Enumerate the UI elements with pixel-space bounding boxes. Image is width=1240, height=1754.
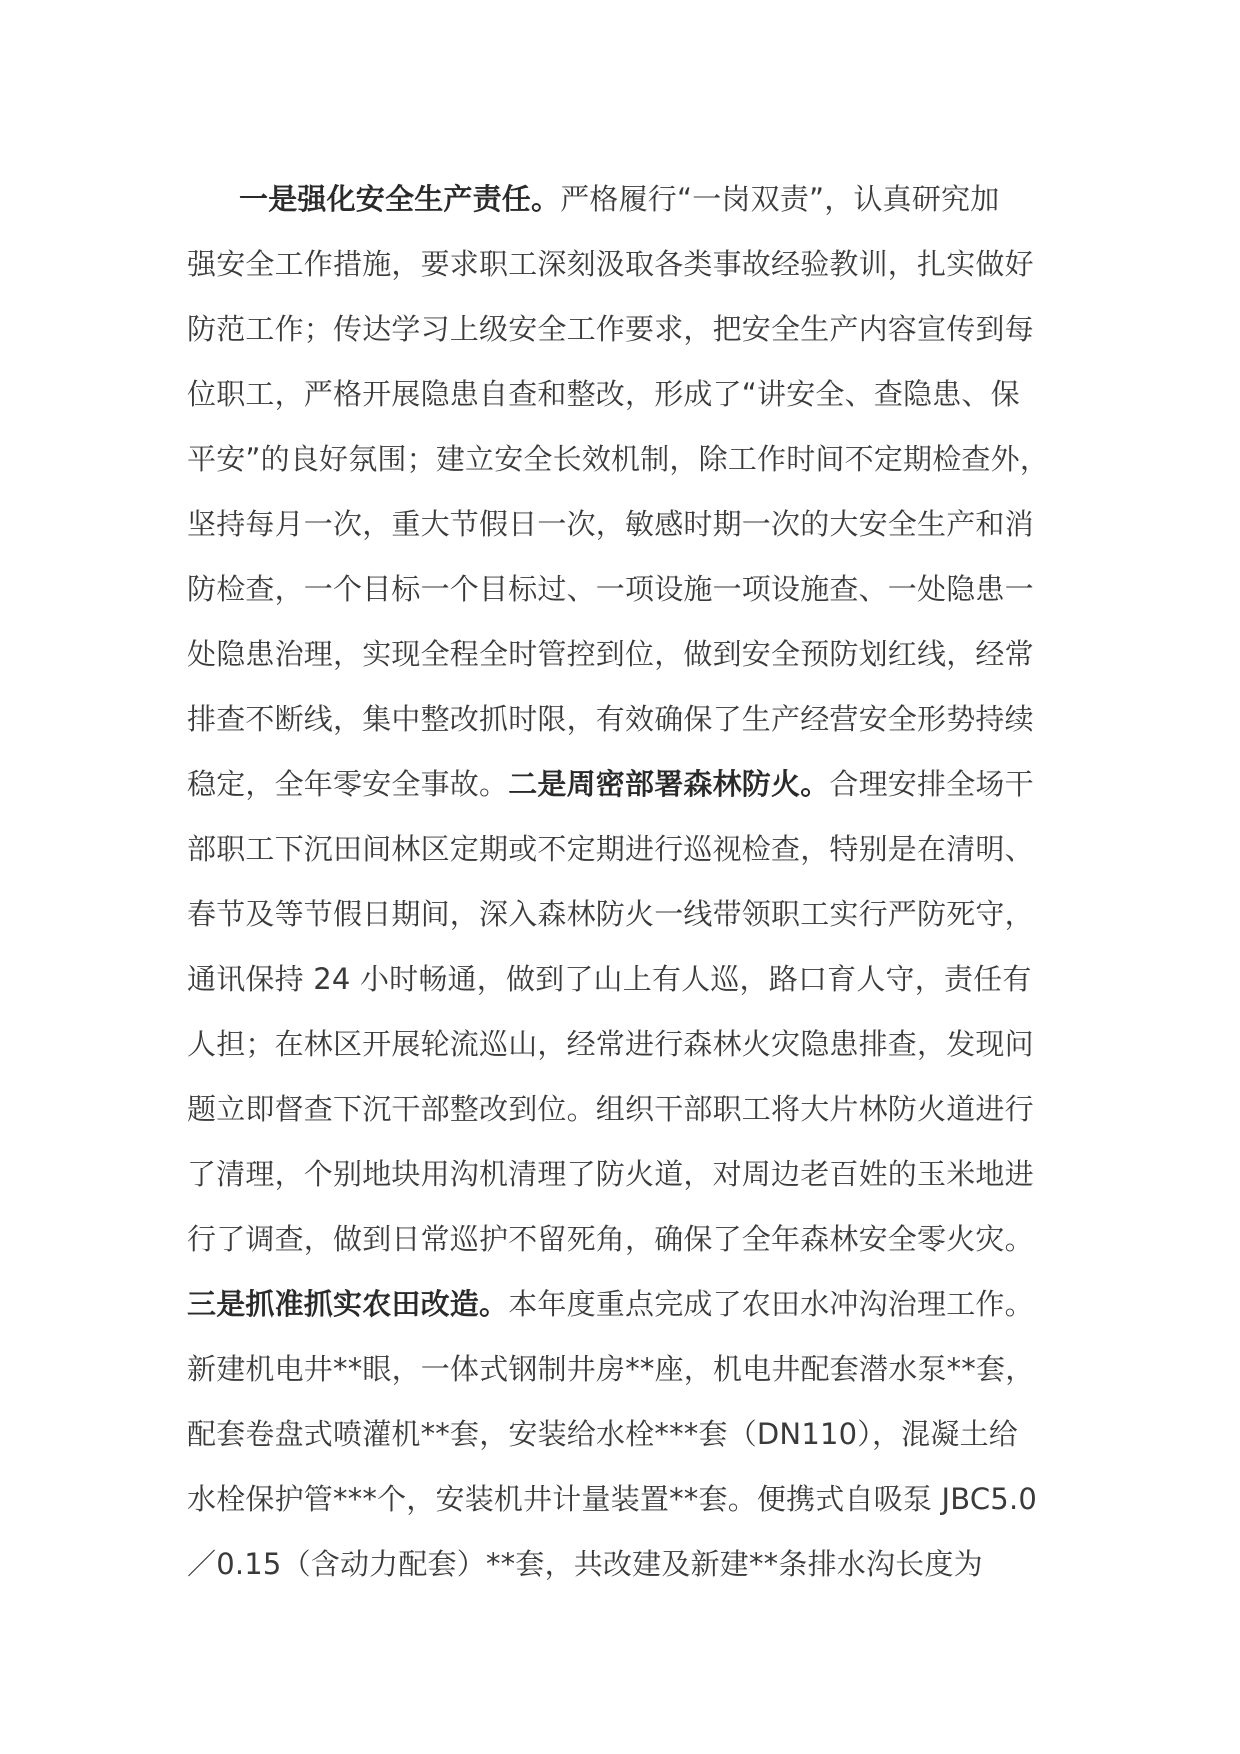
line-text: ／0.15（含动力配套）**套，共改建及新建**条排水沟长度为 [187, 1547, 983, 1581]
line-text: 处隐患治理，实现全程全时管控到位，做到安全预防划红线，经常 [187, 637, 1034, 671]
paragraph-line [187, 882, 1087, 947]
paragraph-line [187, 622, 1087, 687]
line-text: 排查不断线，集中整改抓时限，有效确保了生产经营安全形势持续 [187, 702, 1034, 736]
paragraph-line [187, 1142, 1087, 1207]
paragraph-line [187, 1272, 1087, 1337]
section-heading-farmland: 三是抓准抓实农田改造。 [187, 1287, 509, 1321]
line-text: 本年度重点完成了农田水冲沟治理工作。 [508, 1287, 1034, 1321]
line-text: 严格履行“一岗双责”，认真研究加 [560, 182, 1000, 216]
line-text: 题立即督查下沉干部整改到位。组织干部职工将大片林防火道进行 [187, 1092, 1034, 1126]
paragraph-line [187, 492, 1087, 557]
paragraph-line [187, 752, 1087, 817]
line-text: 平安”的良好氛围；建立安全长效机制，除工作时间不定期检查外， [187, 442, 1050, 476]
paragraph-line [187, 1012, 1087, 1077]
line-text: 水栓保护管***个，安装机井计量装置**套。便携式自吸泵 JBC5.0 [187, 1482, 1038, 1516]
document-body [187, 167, 1087, 1597]
section-heading-safety: 一是强化安全生产责任。 [239, 182, 561, 216]
paragraph-line [187, 687, 1087, 752]
paragraph-line [187, 1532, 1087, 1597]
paragraph-line [187, 362, 1087, 427]
paragraph-line [187, 817, 1087, 882]
line-text: 位职工，严格开展隐患自查和整改，形成了“讲安全、查隐患、保 [187, 377, 1020, 411]
line-text: 春节及等节假日期间，深入森林防火一线带领职工实行严防死守， [187, 897, 1034, 931]
line-text: 通讯保持 24 小时畅通，做到了山上有人巡，路口育人守，责任有 [187, 962, 1032, 996]
line-text: 合理安排全场干 [829, 767, 1034, 801]
paragraph-line [187, 947, 1087, 1012]
paragraph-line [187, 1337, 1087, 1402]
line-text: 坚持每月一次，重大节假日一次，敏感时期一次的大安全生产和消 [187, 507, 1034, 541]
line-text: 防检查，一个目标一个目标过、一项设施一项设施查、一处隐患一 [187, 572, 1034, 606]
paragraph-line [187, 1207, 1087, 1272]
line-text: 了清理，个别地块用沟机清理了防火道，对周边老百姓的玉米地进 [187, 1157, 1034, 1191]
paragraph-line [187, 1402, 1087, 1467]
line-text: 行了调查，做到日常巡护不留死角，确保了全年森林安全零火灾。 [187, 1222, 1034, 1256]
line-text: 强安全工作措施，要求职工深刻汲取各类事故经验教训，扎实做好 [187, 247, 1034, 281]
paragraph-line [187, 557, 1087, 622]
line-text: 配套卷盘式喷灌机**套，安装给水栓***套（DN110），混凝土给 [187, 1417, 1018, 1451]
paragraph-line [187, 232, 1087, 297]
line-text: 防范工作；传达学习上级安全工作要求，把安全生产内容宣传到每 [187, 312, 1034, 346]
line-text: 部职工下沉田间林区定期或不定期进行巡视检查，特别是在清明、 [187, 832, 1034, 866]
paragraph-line [187, 297, 1087, 362]
section-heading-fire-prevention: 二是周密部署森林防火。 [508, 767, 830, 801]
paragraph-line [187, 1467, 1087, 1532]
paragraph-line [187, 167, 1087, 232]
line-text: 新建机电井**眼，一体式钢制井房**座，机电井配套潜水泵**套， [187, 1352, 1035, 1386]
paragraph-line [187, 1077, 1087, 1142]
paragraph-line [187, 427, 1087, 492]
line-text: 稳定，全年零安全事故。 [187, 767, 509, 801]
line-text: 人担；在林区开展轮流巡山，经常进行森林火灾隐患排查，发现问 [187, 1027, 1034, 1061]
